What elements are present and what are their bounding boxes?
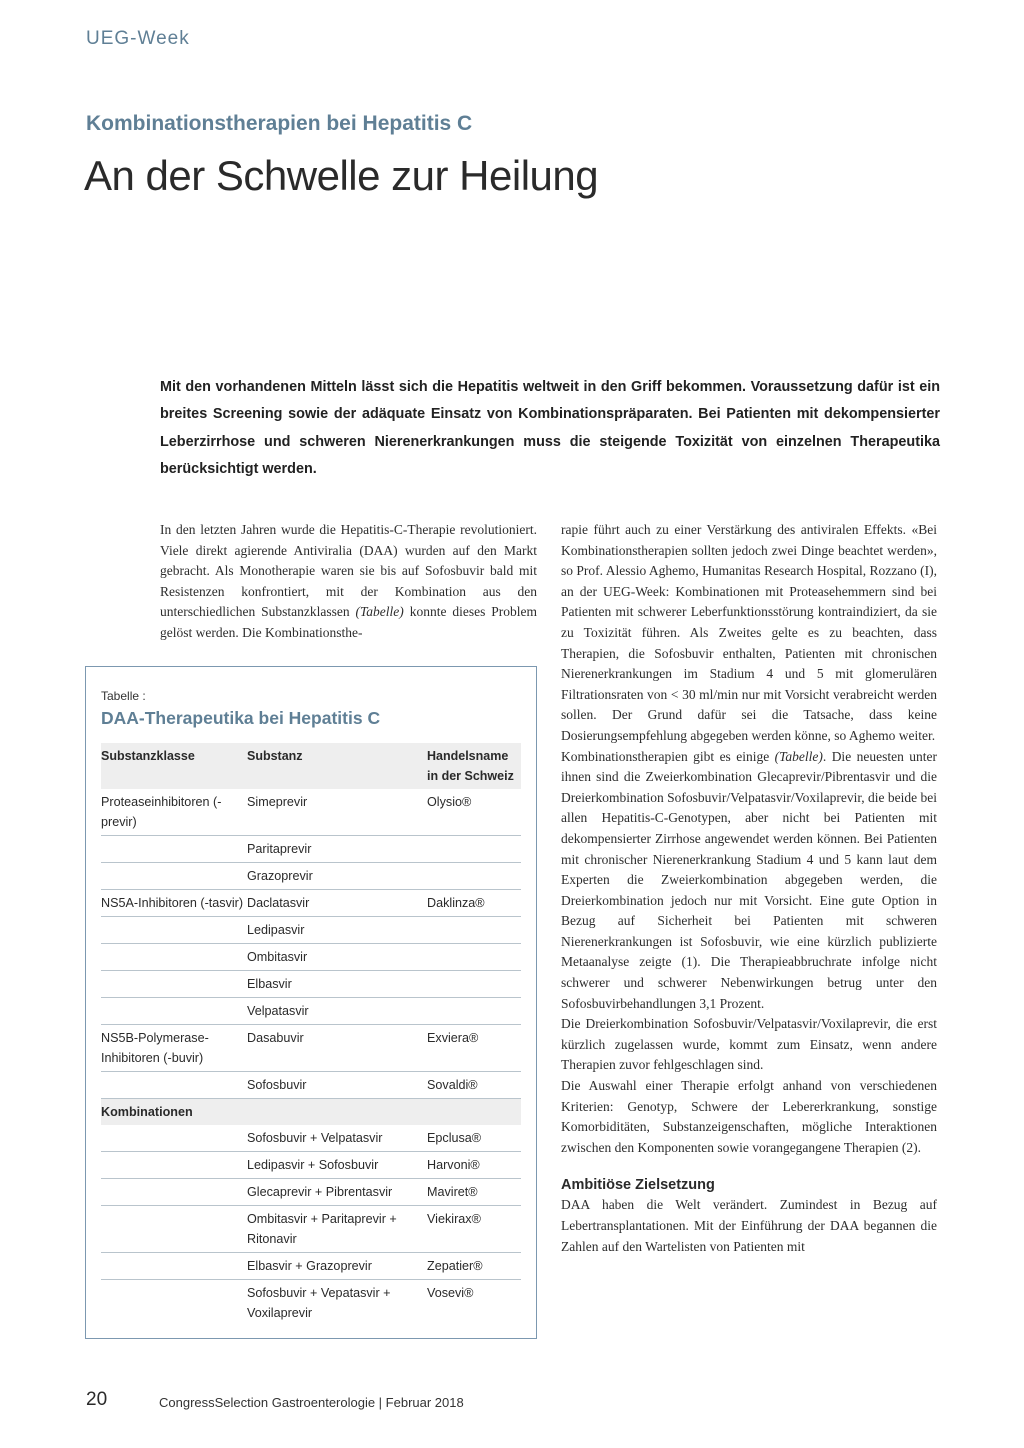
group-row-combinations <box>101 1099 521 1126</box>
table-row <box>101 1125 521 1152</box>
table-row <box>101 1253 521 1280</box>
cell-trade-name: Vosevi® <box>427 1286 474 1300</box>
section-heading: Ambitiöse Zielsetzung <box>561 1177 715 1194</box>
article-kicker: Kombinationstherapien bei Hepatitis C <box>86 112 473 135</box>
cell-substance: Glecaprevir + Pibrentasvir <box>247 1179 427 1206</box>
cell-substance: Velpatasvir <box>247 998 427 1025</box>
cell-trade-name <box>427 863 521 890</box>
cell-substance: Ledipasvir + Sofosbuvir <box>247 1152 427 1179</box>
cell-trade-name: Viekirax® <box>427 1206 521 1253</box>
cell-substance-class <box>101 971 247 998</box>
cell-substance: Sofosbuvir + Vepatasvir + Voxilaprevir <box>247 1286 391 1320</box>
cell-substance: Daclatasvir <box>247 890 427 917</box>
intro-paragraph: In den letzten Jahren wurde die Hepatitis-C-Therapie revolutioniert. Viele direkt agierende Antiviralia (DAA) wurden auf den Markt gebracht. Als Monotherapie waren sie bis auf Sofosbuvir bald mit Resistenzen konfrontiert, mit der Kombination aus den unterschiedlichen Substanzklassen (Tabelle) konnte dieses Problem gelöst werden. Die Kombinationsthe- <box>160 522 538 640</box>
lead-paragraph: Mit den vorhandenen Mitteln lässt sich die Hepatitis weltweit in den Griff bekommen. Voraussetzung dafür ist ein breites Screening sowie der adäquate Einsatz von Kombinationspräparaten. Bei Patienten mit dekompensierter Leberzirrhose und schweren Nierenerkrankungen muss die steigende Toxizität von einzelnen Therapeutika berücksichtigt werden. <box>160 379 940 477</box>
table-reference: (Tabelle) <box>355 604 404 620</box>
article-title: An der Schwelle zur Heilung <box>84 152 599 199</box>
cell-substance-class <box>101 1280 247 1327</box>
cell-substance: Sofosbuvir + Velpatasvir <box>247 1125 427 1152</box>
cell-substance: Elbasvir + Grazoprevir <box>247 1253 427 1280</box>
cell-substance: Simeprevir <box>247 789 427 836</box>
cell-substance: Ombitasvir <box>247 944 427 971</box>
cell-substance: Elbasvir <box>247 971 427 998</box>
cell-trade-name <box>427 944 521 971</box>
cell-trade-name: Epclusa® <box>427 1125 521 1152</box>
publication-info: CongressSelection Gastroenterologie | Februar 2018 <box>159 1395 464 1410</box>
table-row <box>101 890 521 917</box>
cell-trade-name: Zepatier® <box>427 1253 521 1280</box>
cell-substance: Dasabuvir <box>247 1025 427 1072</box>
cell-trade-name <box>427 917 521 944</box>
cell-trade-name <box>427 836 521 863</box>
table-row <box>101 1072 521 1099</box>
drug-table <box>101 743 521 1326</box>
table-title: DAA-Therapeutika bei Hepatitis C <box>101 708 381 728</box>
drug-table-box <box>85 666 537 1339</box>
cell-substance: Sofosbuvir <box>247 1072 427 1099</box>
table-row <box>101 1152 521 1179</box>
table-caption: Tabelle : <box>101 689 146 703</box>
cell-substance: Grazoprevir <box>247 863 427 890</box>
cell-substance-class <box>101 1125 247 1152</box>
cell-substance-class: NS5B-Polymerase-Inhibitoren (-buvir) <box>101 1025 247 1072</box>
table-row <box>101 944 521 971</box>
table-row <box>101 998 521 1025</box>
cell-substance-class <box>101 998 247 1025</box>
cell-substance-class: Proteaseinhibitoren (-previr) <box>101 789 247 836</box>
cell-substance-class <box>101 1206 247 1253</box>
table-row <box>101 1179 521 1206</box>
cell-trade-name <box>427 971 521 998</box>
body-paragraph: Kombinationstherapien gibt es einige (Tabelle). Die neuesten unter ihnen sind die Zweierkombination Glecaprevir/Pibrentasvir und die Dreierkombination Sofosbuvir/Velpatasvir/Voxilaprevir, die beide bei allen Hepatitis-C-Genotypen, aber nicht bei Patienten mit dekompensierter Zirrhose angewendet werden können. Bei Patienten mit chronischer Nierenerkrankung Stadium 4 und 5 kann laut dem Experten die Zweierkombination abgegeben werden, die Dreierkombination jedoch nur mit Vorsicht. Eine gute Option in Bezug auf Sicherheit bei Patienten mit schweren Nierenerkrankungen ist Sofosbuvir, wie eine kürzlich publizierte Metaanalyse zeigte (1). Die Therapieabbruchrate infolge nicht schwerer und schwerer Nebenwirkungen betrug unter den Sofosbuvirbehandlungen 3,1 Prozent. <box>561 748 937 1011</box>
header-trade-name: Handelsname in der Schweiz <box>427 743 521 789</box>
group-label: Kombinationen <box>101 1099 521 1126</box>
cell-trade-name: Harvoni® <box>427 1152 521 1179</box>
table-row <box>101 917 521 944</box>
cell-substance: Paritaprevir <box>247 836 427 863</box>
cell-substance-class <box>101 1152 247 1179</box>
body-paragraph: Die Dreierkombination Sofosbuvir/Velpatasvir/Voxilaprevir, die erst kürzlich zugelassen wurde, kommt zum Einsatz, wenn andere Therapien zuvor fehlgeschlagen sind. <box>561 1016 937 1073</box>
table-body <box>101 789 521 1326</box>
cell-trade-name: Daklinza® <box>427 890 521 917</box>
table-row <box>101 1206 521 1253</box>
table-reference: (Tabelle) <box>774 748 823 764</box>
cell-substance-class <box>101 917 247 944</box>
cell-substance-class: NS5A-Inhibitoren (-tasvir) <box>101 890 247 917</box>
header-substance-class: Substanzklasse <box>101 743 247 789</box>
right-column <box>561 520 937 1257</box>
cell-substance: Ledipasvir <box>247 917 427 944</box>
table-row <box>101 789 521 836</box>
cell-substance-class <box>101 1072 247 1099</box>
table-row <box>101 971 521 998</box>
section-label: UEG-Week <box>86 28 190 49</box>
cell-trade-name: Maviret® <box>427 1179 521 1206</box>
header-substance: Substanz <box>247 743 427 789</box>
body-paragraph: DAA haben die Welt verändert. Zumindest in Bezug auf Lebertransplantationen. Mit der Einführung der DAA begannen die Zahlen auf den Wartelisten von Patienten mit <box>561 1197 937 1254</box>
cell-trade-name: Exviera® <box>427 1025 521 1072</box>
body-paragraph: rapie führt auch zu einer Verstärkung des antiviralen Effekts. «Bei Kombinationstherapien sollten jedoch zwei Dinge beachtet werden», so Prof. Alessio Aghemo, Humanitas Research Hospital, Rozzano (I), an der UEG-Week: Kombinationen mit Proteasehemmern sind bei Patienten mit schwerer Leberfunktionsstörung kontraindiziert, da sie zu Toxizität führen. Als Zweites gelte es zu beachten, dass Therapien, die Sofosbuvir enthalten, Patienten mit chronischen Nierenerkrankungen im Stadium 4 und 5 mit glomerulären Filtrationsraten von < 30 ml/min nur mit Vorsicht verabreicht werden sollen. Der Grund dafür sei die Tatsache, dass keine Dosierungsempfehlung abgegeben werden könne, so Aghemo weiter. <box>561 522 937 743</box>
cell-trade-name: Olysio® <box>427 789 521 836</box>
table-row <box>101 836 521 863</box>
table-row <box>101 1025 521 1072</box>
cell-substance: Ombitasvir + Paritaprevir + Ritonavir <box>247 1206 427 1253</box>
table-header-row <box>101 743 521 789</box>
cell-substance-class <box>101 944 247 971</box>
cell-substance-class <box>101 863 247 890</box>
cell-substance-class <box>101 1179 247 1206</box>
cell-trade-name: Sovaldi® <box>427 1072 521 1099</box>
table-row <box>101 1280 521 1327</box>
intro-column <box>160 520 537 644</box>
cell-substance-class <box>101 836 247 863</box>
cell-trade-name <box>427 998 521 1025</box>
body-paragraph: Die Auswahl einer Therapie erfolgt anhand von verschiedenen Kriterien: Genotyp, Schwere der Lebererkrankung, sonstige Komorbiditäten, Substanzeigenschaften, mögliche Interaktionen zwischen den Komponenten sowie vorangegangene Therapien (2). <box>561 1078 937 1155</box>
page-number: 20 <box>86 1389 108 1410</box>
table-row <box>101 863 521 890</box>
cell-substance-class <box>101 1253 247 1280</box>
